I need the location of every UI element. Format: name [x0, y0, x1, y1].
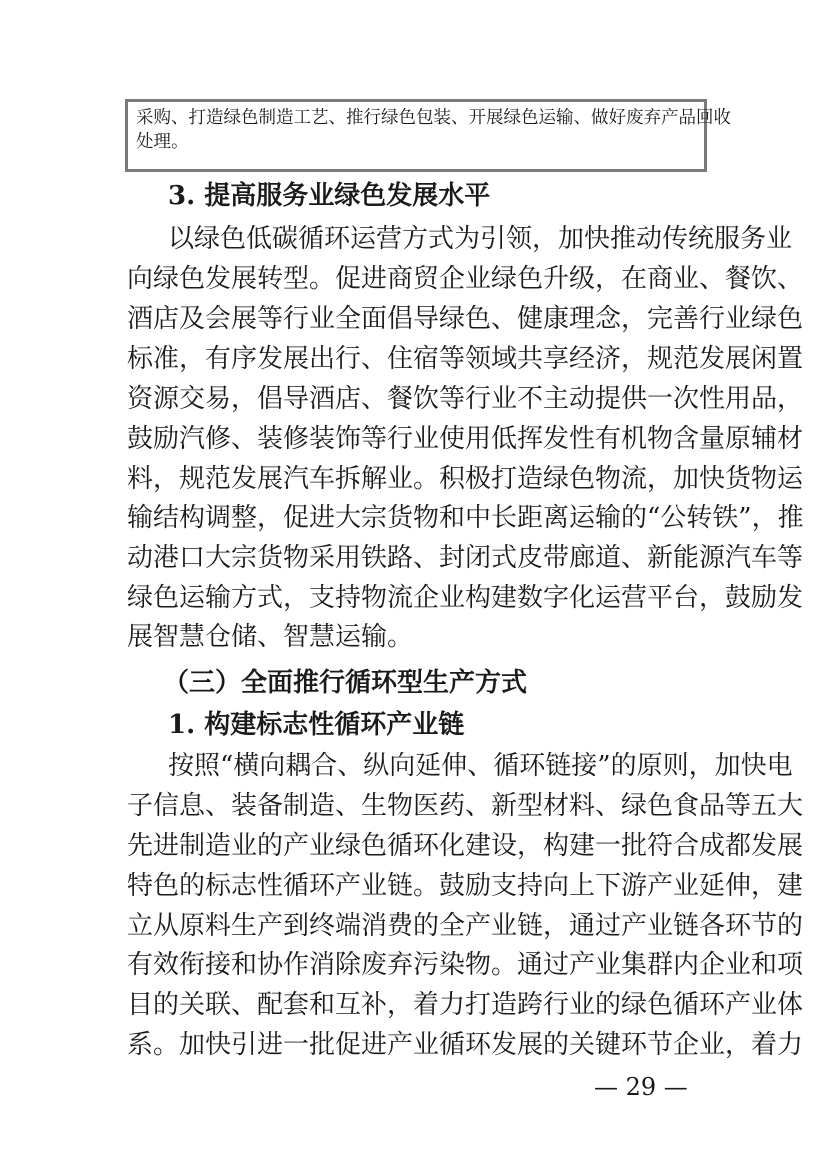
paragraph-line: 先进制造业的产业绿色循环化建设，构建一批符合成都发展 [127, 831, 804, 861]
boxed-note [125, 99, 731, 172]
section-heading-3: 3. 提高服务业绿色发展水平 [168, 181, 491, 211]
paragraph-line: 有效衔接和协作消除废弃污染物。通过产业集群内企业和项 [127, 950, 804, 980]
paragraph-line: 特色的标志性循环产业链。鼓励支持向上下游产业延伸，建 [127, 871, 804, 901]
paragraph-line: 资源交易，倡导酒店、餐饮等行业不主动提供一次性用品， [127, 384, 804, 414]
boxed-note-line: 采购、打造绿色制造工艺、推行绿色包装、开展绿色运输、做好废弃产品回收 [136, 108, 731, 128]
paragraph-line: 以绿色低碳循环运营方式为引领，加快推动传统服务业 [168, 224, 793, 254]
paragraph-line: 标准，有序发展出行、住宿等领域共享经济，规范发展闲置 [127, 344, 804, 374]
paragraph-line: 按照“横向耦合、纵向延伸、循环链接”的原则，加快电 [168, 751, 793, 781]
paragraph-line: 料，规范发展汽车拆解业。积极打造绿色物流，加快货物运 [127, 464, 804, 494]
paragraph-line: 展智慧仓储、智慧运输。 [127, 622, 414, 652]
paragraph-line: 鼓励汽修、装修装饰等行业使用低挥发性有机物含量原辅材 [127, 424, 804, 454]
page-number: — 29 — [594, 1073, 688, 1101]
paragraph-line: 立从原料生产到终端消费的全产业链，通过产业链各环节的 [127, 911, 804, 941]
paragraph-line: 酒店及会展等行业全面倡导绿色、健康理念，完善行业绿色 [127, 304, 804, 334]
boxed-note-line: 处理。 [136, 132, 189, 152]
part-heading-3: （三）全面推行循环型生产方式 [163, 668, 528, 698]
paragraph-line: 输结构调整，促进大宗货物和中长距离运输的“公转铁”，推 [127, 503, 804, 533]
paragraph-line: 子信息、装备制造、生物医药、新型材料、绿色食品等五大 [127, 791, 804, 821]
paragraph-line: 绿色运输方式，支持物流企业构建数字化运营平台，鼓励发 [127, 583, 804, 613]
paragraph-line: 目的关联、配套和互补，着力打造跨行业的绿色循环产业体 [127, 990, 804, 1020]
paragraph-line: 系。加快引进一批促进产业循环发展的关键环节企业，着力 [127, 1030, 804, 1060]
paragraph-line: 向绿色发展转型。促进商贸企业绿色升级，在商业、餐饮、 [127, 264, 804, 294]
section-heading-1: 1. 构建标志性循环产业链 [168, 710, 465, 740]
paragraph-line: 动港口大宗货物采用铁路、封闭式皮带廊道、新能源汽车等 [127, 543, 804, 573]
